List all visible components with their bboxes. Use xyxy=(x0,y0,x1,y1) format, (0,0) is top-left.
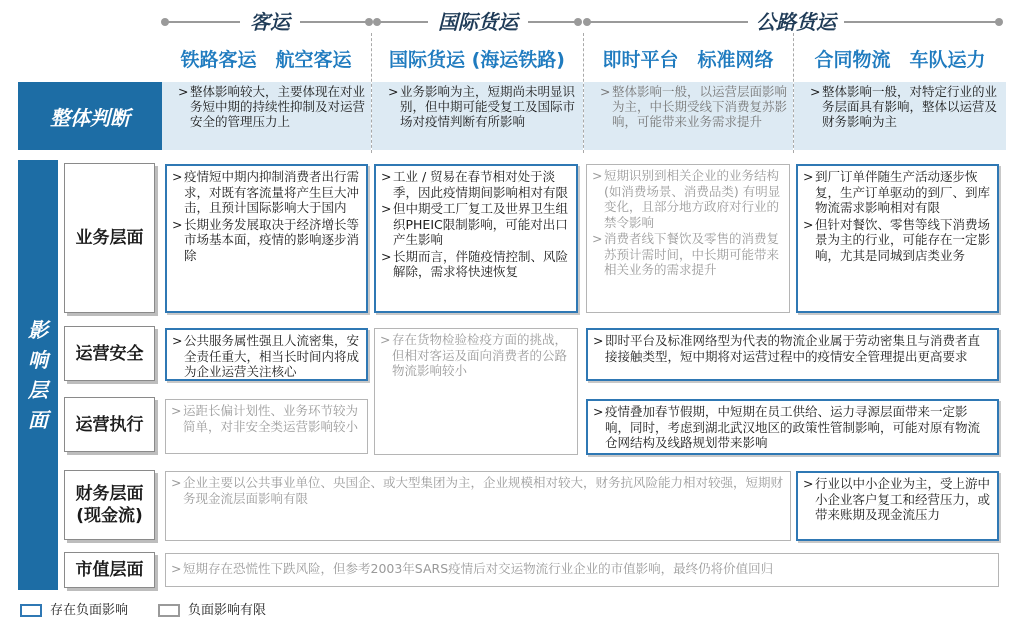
judgement-text: > 业务影响为主，短期尚未明显识别，但中期可能受复工及国际市场对疫情判断有所影响 xyxy=(388,84,577,129)
column-header-contract-fleet: 合同物流 车队运力 xyxy=(814,49,986,71)
column-separator xyxy=(371,33,372,153)
bullet: > 长期业务发展取决于经济增长等市场基本面，疫情的影响逐步消除 xyxy=(172,217,361,264)
impact-char: 响 xyxy=(28,348,48,372)
group-line xyxy=(528,21,575,23)
row-label-finance xyxy=(64,470,155,540)
group-title-passenger: 客运 xyxy=(250,10,290,34)
cell-safety-passenger xyxy=(165,328,368,381)
bullet: > 即时平台及标准网络型为代表的物流企业属于劳动密集且与消费者直接接触类型，短中期将对运营过程中的疫情安全管理提出更高要求 xyxy=(593,333,992,364)
bullet: > 疫情叠加春节假期，中短期在员工供给、运力寻源层面带来一定影响，同时，考虑到湖北武汉地区的政策性管制影响，可能对原有物流仓网结构及线路规划带来影响 xyxy=(593,404,992,451)
group-line xyxy=(844,21,998,23)
cell-business-contract xyxy=(796,164,999,313)
group-line xyxy=(300,21,366,23)
bullet: > 存在货物检验检疫方面的挑战，但相对客运及面向消费者的公路物流影响较小 xyxy=(380,332,572,379)
cell-business-intl xyxy=(374,164,578,313)
cell-safety-intl xyxy=(374,328,578,455)
group-line-dot xyxy=(574,18,582,26)
bullet: > 但针对餐饮、零售等线下消费场景为主的行业，可能存在一定影响，尤其是同城到店类业务 xyxy=(803,217,992,264)
bullet: > 疫情短中期内抑制消费者出行需求，对既有客流量将产生巨大冲击，且预计国际影响大于国内 xyxy=(172,169,361,216)
group-line xyxy=(590,21,748,23)
group-line-dot xyxy=(995,18,1003,26)
bullet: > 公共服务属性强且人流密集，安全责任重大，相当长时间内将成为企业运营关注核心 xyxy=(172,333,361,380)
judgement-cell-passenger xyxy=(162,82,371,150)
legend-limited-label: 负面影响有限 xyxy=(188,603,267,618)
group-line-dot xyxy=(365,18,373,26)
judgement-text: > 整体影响一般，以运营层面影响为主，中长期受线下消费复苏影响，可能带来业务需求提升 xyxy=(600,84,787,129)
impact-char: 影 xyxy=(28,318,48,342)
judgement-text: > 整体影响较大，主要体现在对业务短中期的持续性抑制及对运营安全的管理压力上 xyxy=(178,84,365,129)
group-title-intl: 国际货运 xyxy=(438,10,518,34)
column-header-platform-network: 即时平台 标准网络 xyxy=(602,49,774,71)
impact-char: 面 xyxy=(28,408,48,432)
column-header-intl-freight: 国际货运 (海运铁路) xyxy=(389,49,565,71)
judgement-cell-road-platform xyxy=(584,82,793,150)
impact-char: 层 xyxy=(28,378,48,402)
cell-business-road xyxy=(586,164,790,313)
row-label-finance-line1: 财务层面 xyxy=(75,484,144,504)
bullet: > 行业以中小企业为主，受上游中小企业客户复工和经营压力，或带来账期及现金流压力 xyxy=(803,476,992,523)
judgement-row-label: 整体判断 xyxy=(18,82,162,150)
impact-layers-label xyxy=(18,160,58,590)
cell-execution-road xyxy=(586,399,999,455)
bullet: > 但中期受工厂复工及世界卫生组织PHEIC限制影响，可能对出口产生影响 xyxy=(381,201,571,248)
group-line xyxy=(168,21,240,23)
group-line xyxy=(380,21,428,23)
bullet: > 长期而言，伴随疫情控制、风险解除，需求将快速恢复 xyxy=(381,249,571,280)
column-separator xyxy=(583,33,584,153)
group-title-road: 公路货运 xyxy=(756,10,836,34)
row-label-execution: 运营执行 xyxy=(64,397,155,452)
bullet: > 企业主要以公共事业单位、央国企、或大型集团为主，企业规模相对较大，财务抗风险能力相对较强，短期财务现金流层面影响有限 xyxy=(171,475,785,506)
row-label-finance-line2: (现金流) xyxy=(76,506,143,526)
judgement-cell-contract xyxy=(794,82,1006,150)
row-label-safety: 运营安全 xyxy=(64,326,155,381)
column-header-rail-air: 铁路客运 航空客运 xyxy=(180,49,352,71)
cell-market-main xyxy=(165,553,999,587)
row-label-business: 业务层面 xyxy=(64,163,155,313)
legend-negative-swatch xyxy=(20,604,42,617)
judgement-text: > 整体影响一般，对特定行业的业务层面具有影响，整体以运营及财务影响为主 xyxy=(810,84,1000,129)
cell-execution-passenger xyxy=(165,399,368,454)
judgement-cell-intl xyxy=(372,82,583,150)
bullet: > 短期存在恐慌性下跌风险，但参考2003年SARS疫情后对交运物流行业企业的市值影响，最终仍将价值回归 xyxy=(171,561,993,577)
bullet: > 到厂订单伴随生产活动逐步恢复，生产订单驱动的到厂、到库物流需求影响相对有限 xyxy=(803,169,992,216)
bullet: > 消费者线下餐饮及零售的消费复苏预计需时间，中长期可能带来相关业务的需求提升 xyxy=(592,231,784,278)
row-label-market: 市值层面 xyxy=(64,552,155,588)
bullet: > 工业 / 贸易在春节相对处于淡季，因此疫情期间影响相对有限 xyxy=(381,169,571,200)
cell-finance-contract xyxy=(796,471,999,541)
cell-safety-road xyxy=(586,328,999,381)
column-separator xyxy=(793,33,794,153)
cell-business-passenger xyxy=(165,164,368,313)
legend-limited-swatch xyxy=(158,604,180,617)
legend-negative-label: 存在负面影响 xyxy=(50,603,129,618)
bullet: > 运距长偏计划性、业务环节较为简单，对非安全类运营影响较小 xyxy=(171,403,362,434)
bullet: > 短期识别到相关企业的业务结构 (如消费场景、消费品类) 有明显变化，且部分地方政府对行业的禁令影响 xyxy=(592,168,784,230)
cell-finance-main xyxy=(165,471,791,541)
